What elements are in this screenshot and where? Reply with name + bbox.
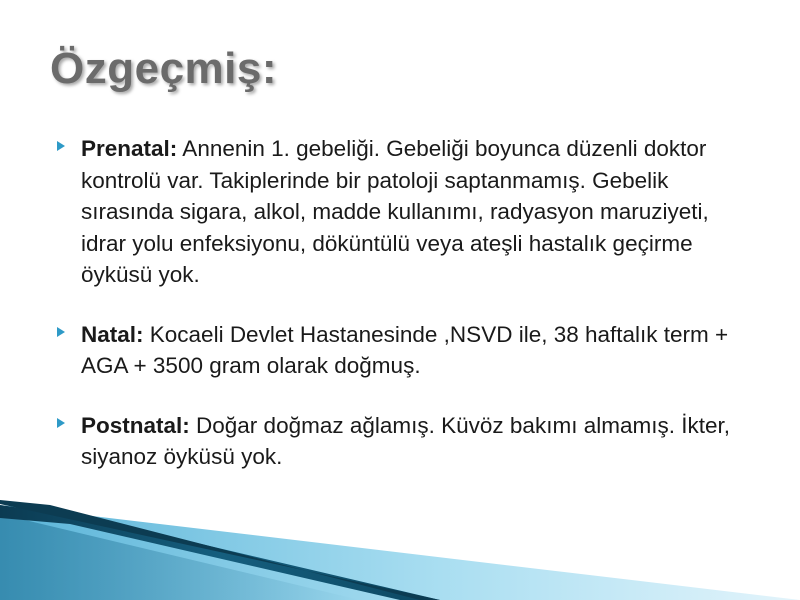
triangle-right-icon [57, 418, 65, 428]
bullet-body: Kocaeli Devlet Hastanesinde ,NSVD ile, 38 haftalık term + AGA + 3500 gram olarak doğmuş. [81, 321, 729, 378]
bullet-label: Prenatal: [81, 136, 178, 161]
bullet-prenatal [55, 133, 755, 291]
bullet-natal [55, 319, 755, 382]
bullet-text [81, 410, 755, 473]
slide-title: Özgeçmiş: [50, 44, 278, 93]
decorative-wave [0, 500, 800, 600]
bullet-list [55, 133, 755, 501]
bullet-body: Doğar doğmaz ağlamış. Küvöz bakımı almamış. İkter, siyanoz öyküsü yok. [81, 412, 730, 469]
bullet-postnatal [55, 410, 755, 473]
bullet-label: Natal: [81, 321, 144, 347]
triangle-right-icon [57, 327, 65, 337]
bullet-text [81, 319, 755, 382]
triangle-right-icon [57, 141, 65, 151]
bullet-text [81, 133, 755, 291]
bullet-body: Annenin 1. gebeliği. Gebeliği boyunca düzenli doktor kontrolü var. Takiplerinde bir patoloji saptanmamış. Gebelik sırasında sigara, alkol, madde kullanımı, radyasyon maruziyeti, idrar yolu enfeksiyonu, döküntülü veya ateşli hastalık geçirme öyküsü yok. [81, 136, 709, 287]
bullet-label: Postnatal: [81, 412, 190, 438]
